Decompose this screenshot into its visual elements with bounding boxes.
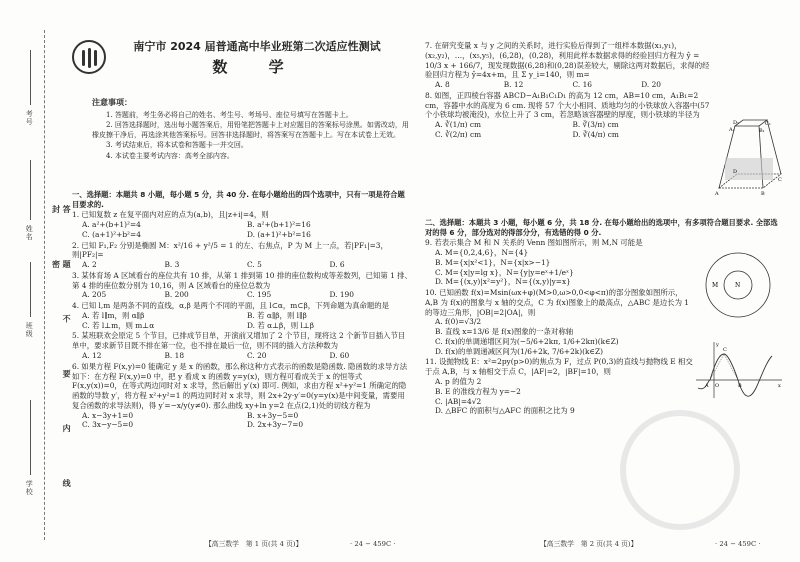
answer-option: C. 195: [247, 290, 272, 300]
notice-title: 注意事项：: [92, 98, 132, 107]
fig-label: B₁: [759, 128, 765, 134]
fig-label: C₁: [765, 121, 771, 127]
axis-label-y: y: [716, 342, 719, 348]
answer-option: A. ∛(1/π) cm: [435, 120, 482, 130]
fig-label: B: [761, 191, 765, 196]
answer-option: A. 2: [82, 260, 97, 270]
question-item: [425, 41, 710, 90]
answer-option: A. 若 l∥m，则 α∥β: [82, 310, 145, 320]
venn-label-m: M: [712, 282, 719, 289]
answer-option: D. △BFC 的面积与△AFC 的面积之比为 9: [435, 406, 575, 416]
question-item: [425, 357, 695, 416]
answer-option: C. 20: [247, 350, 267, 360]
answer-option: A. p 的值为 2: [435, 376, 482, 386]
notice-list: [92, 110, 414, 161]
footer-right: 【高三数学 第 2 页(共 4 页)】: [540, 540, 638, 548]
answer-option: A. x−3y+1=0: [82, 410, 134, 420]
question-stem: 4. 已知 l,m 是两条不同的直线，α,β 是两个不同的平面，且 l⊂α，m⊂β，下列命题为真命题的是: [72, 301, 390, 311]
answer-option: D. 20: [641, 80, 662, 90]
point-label-b: B: [738, 383, 742, 389]
class-label: 班级: [25, 322, 34, 338]
class-underline: [30, 262, 31, 317]
answer-option: C. f(x)的单调递增区间为(−5/6+2kπ, 1/6+2kπ)(k∈Z): [435, 336, 619, 346]
question-stem: 1. 已知复数 z 在复平面内对应的点为(a,b)，且|z+i|=4，则: [72, 210, 269, 220]
question-item: [425, 91, 710, 140]
exam-no-label: 考号: [25, 110, 34, 126]
question-stem: 7. 在研究变量 x 与 y 之间的关系时，进行实验后得到了一组样本数据(x₁,y₁)，(x₂,y₂)，…，(x₅,y₅)，(6,28)，(0,28)，利用此样本数据求得的经验回归方程为 ŷ = 10/3 x + 166/7，现发现数据(6,28)和(0,28)误差较大，剔除这两对数据后，求得的经验回归方程为 ŷ=4x+m，且 Σ y_i=140，则 m=: [425, 41, 710, 80]
question-stem: 2. 已知 F₁,F₂ 分别是椭圆 M：x²/16 + y²/5 = 1 的左、右焦点，P 为 M 上一点，若|PF₁|=3，则|PF₂|=: [72, 240, 388, 260]
question-stem: 3. 某体育场 A 区域看台的座位共有 10 排，从第 1 排到第 10 排的座位数构成等差数列，已知第 1 排、第 4 排的座位数分别为 10,16，则 A 区域看台的座位总数为: [72, 270, 412, 290]
option-list: [425, 120, 710, 140]
answer-option: C. M={x|y=lg x}，N={y|y=eˣ+1/eˣ}: [435, 267, 574, 277]
answer-option: A. 12: [82, 350, 102, 360]
answer-option: D. 60: [329, 350, 350, 360]
name-label: 姓名: [25, 225, 34, 241]
option-list: [72, 260, 412, 270]
answer-option: D. (a+1)²+b²=16: [247, 229, 311, 239]
axis-label-x: x: [778, 383, 781, 389]
section-1-title: 一、选择题：本题共 8 小题，每小题 5 分，共 40 分. 在每小题给出的四个选项中，只有一项是符合题目要求的.: [72, 190, 405, 209]
option-list: [72, 220, 412, 240]
fig-label: A: [715, 191, 719, 196]
watermark-logo-icon: [620, 410, 740, 530]
answer-option: A. 205: [82, 290, 107, 300]
answer-option: B. ∛(3/π) cm: [572, 120, 619, 130]
notice-item: 3. 考试结束后，将本试卷和答题卡一并交回。: [106, 141, 248, 150]
sine-graph-figure: [694, 340, 784, 400]
question-stem: 9. 若表示集合 M 和 N 关系的 Venn 图如图所示，则 M,N 可能是: [425, 238, 643, 248]
question-item: [72, 301, 412, 330]
option-list: [425, 248, 695, 287]
question-item: [72, 241, 412, 270]
subject-title: 数 学: [212, 58, 302, 76]
footer-right-code: · 24 − 459C ·: [715, 540, 761, 548]
question-item: [72, 331, 412, 360]
logo-icon: [72, 40, 106, 74]
notice-item: 2. 回答选择题时，选出每小题答案后，用铅笔把答题卡上对应题目的答案标号涂黑。如需改动，用橡皮擦干净后，再选涂其他答案标号。回答非选择题时，将答案写在答题卡上。写在本试卷上无效。: [92, 121, 409, 140]
option-list: [425, 317, 695, 356]
answer-option: A. f(0)=√3/2: [435, 317, 482, 327]
answer-option: C. |AB|=4√2: [435, 396, 482, 406]
answer-option: B. a²+(b+1)²=16: [247, 220, 311, 230]
answer-option: A. M={0,2,4,6}，N={4}: [435, 248, 529, 258]
left-column: [72, 190, 412, 430]
answer-option: D. ∛(4/π) cm: [572, 129, 619, 139]
answer-option: D. M={(x,y)|x²=y²}，N={(x,y)|y=x}: [435, 277, 571, 287]
footer-left: 【高三数学 第 1 页(共 4 页)】: [205, 540, 303, 548]
answer-option: B. 200: [164, 290, 189, 300]
question-item: [425, 288, 695, 356]
answer-option: C. 3x−y−5=0: [82, 420, 134, 430]
answer-option: A. a²+(b+1)²=4: [82, 220, 141, 230]
question-item: [72, 362, 412, 430]
fig-label: A₁: [729, 127, 735, 133]
venn-label-n: N: [735, 282, 741, 289]
name-underline: [30, 160, 31, 220]
exam-title: 南宁市 2024 届普通高中毕业班第二次适应性测试: [133, 40, 381, 53]
point-label-a: A: [705, 383, 709, 389]
question-item: [72, 210, 412, 239]
answer-option: D. f(x)的单调递减区间为(1/6+2k, 7/6+2k)(k∈Z): [435, 346, 604, 356]
answer-option: B. 3: [164, 260, 180, 270]
notice-item: 4. 本试卷主要考试内容：高考全部内容。: [106, 151, 234, 160]
question-stem: 8. 如图，正四棱台容器 ABCD−A₁B₁C₁D₁ 的高为 12 cm，AB=10 cm，A₁B₁=2 cm，容器中水的高度为 6 cm. 现将 57 个大小相同、质地均匀的小铁球放入容器中(57 个小铁球均被淹没)，水位上升了 3 cm，若忽略该容器壁的厚度，则小铁球的半径为: [425, 90, 710, 120]
answer-option: D. 6: [329, 260, 345, 270]
answer-option: C. 16: [572, 80, 592, 90]
fig-label: D: [733, 169, 738, 175]
answer-option: C. ∛(2/π) cm: [435, 129, 482, 139]
fig-label: C: [778, 177, 782, 183]
answer-option: D. 2x+3y−7=0: [247, 420, 304, 430]
answer-option: B. 若 α∥β，则 l∥β: [247, 310, 307, 320]
seal-warning: 答 题 不 要 内 线 封 密: [51, 205, 73, 509]
frustum-figure: [715, 118, 785, 196]
school-label: 学校: [25, 480, 34, 496]
answer-option: B. 12: [503, 80, 524, 90]
answer-option: D. 若 α⊥β，则 l⊥β: [247, 320, 315, 330]
right-column-top: [425, 40, 710, 140]
answer-option: B. 18: [164, 350, 185, 360]
question-stem: 10. 已知函数 f(x)=Msin(ωx+φ)(M>0,ω>0,0<φ<π)的部分图象如图所示，A,B 为 f(x)的图象与 x 轴的交点，C 为 f(x)图象上的最高点，△ABC 是边长为 1 的等边三角形，|OB|=2|OA|，则: [425, 288, 690, 317]
question-stem: 11. 设抛物线 E：x²=2py(p>0)的焦点为 F，过点 P(0,3)的直线与抛物线 E 相交于点 A,B，与 x 轴相交于点 C，|AF|=2，|BF|=10，则: [425, 357, 693, 377]
question-item: [72, 271, 412, 300]
option-list: [72, 290, 412, 300]
notice-item: 1. 答题前，考生务必将自己的姓名、考生号、考场号、座位号填写在答题卡上。: [106, 111, 353, 119]
answer-option: B. x+3y−5=0: [247, 410, 299, 420]
question-stem: 5. 某班联欢会原定 5 个节目，已排成节目单，开演前又增加了 2 个节目，现将这 2 个新节目插入节目单中，要求新节目既不排在第一位，也不排在最后一位，则不同的插入方法种数为: [72, 331, 406, 351]
seal-line: [44, 30, 45, 540]
answer-option: C. 若 l⊥m，则 m⊥α: [82, 320, 155, 330]
option-list: [425, 80, 710, 90]
answer-option: C. 5: [247, 260, 262, 270]
answer-option: B. M={x|x²<1}，N={x|x>−1}: [435, 257, 551, 267]
section-2-title: 二、选择题：本题共 3 小题，每小题 6 分，共 18 分. 在每小题给出的选项中，有多项符合题目要求. 全部选对的得 6 分，部分选对的得部分分，有选错的得 0 分.: [425, 218, 778, 237]
venn-figure: [698, 245, 778, 325]
option-list: [72, 351, 412, 361]
option-list: [425, 377, 695, 416]
question-stem: 6. 如果方程 F(x,y)=0 能确定 y 是 x 的函数，那么称这种方式表示的函数是隐函数. 隐函数的求导方法如下：在方程 F(x,y)=0 中，把 y 看成 x 的函数 y=y(x)，则方程可看成关于 x 的恒等式 F(x,y(x))=0，在等式两边同时对 x 求导，然后解出 y′(x) 即可. 例如，求由方程 x²+y²=1 所确定的隐函数的导数 y′，将方程 x²+y²=1 的两边同时对 x 求导，则 2x+2y·y′=0(y=y(x)是中间变量，需要用复合函数的求导法则)，得 y′=−x/y(y≠0). 那么曲线 xy+ln y=2 在点(2,1)处的切线方程为: [72, 361, 408, 410]
fig-label: D₁: [733, 120, 740, 126]
answer-option: B. 直线 x=13/6 是 f(x)图象的一条对称轴: [435, 327, 574, 337]
answer-option: C. (a+1)²+b²=4: [82, 229, 141, 239]
answer-option: D. 190: [329, 290, 354, 300]
origin-label: O: [715, 383, 720, 389]
exam-no-underline: [30, 50, 31, 105]
option-list: [72, 311, 412, 331]
footer-left-code: · 24 − 459C ·: [350, 540, 396, 548]
school-underline: [30, 400, 31, 475]
point-label-c: C: [723, 347, 727, 353]
question-item: [425, 238, 695, 287]
answer-option: B. E 的准线方程为 y=−2: [435, 386, 521, 396]
answer-option: A. 8: [435, 80, 450, 90]
option-list: [72, 411, 412, 431]
